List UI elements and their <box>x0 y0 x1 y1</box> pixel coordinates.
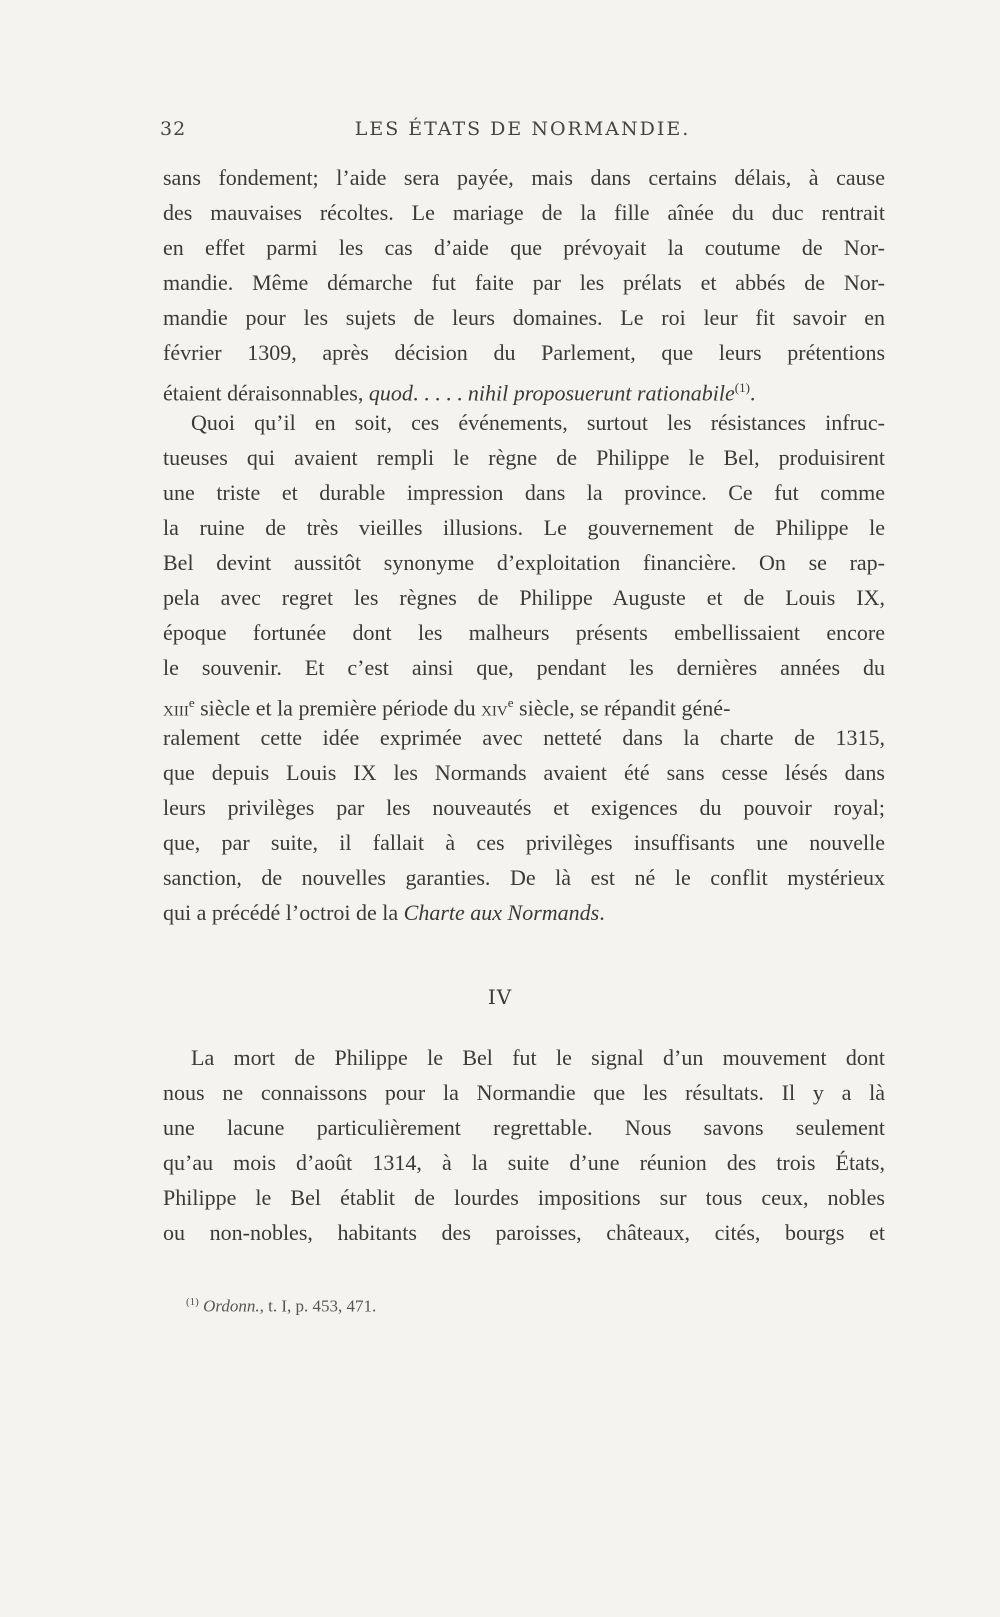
italic-span: Charte aux Normands <box>403 900 600 925</box>
text-line: Bel devint aussitôt synonyme d’exploitation financière. On se rap- <box>163 550 885 575</box>
footnote-mark: (1) <box>186 1296 199 1308</box>
text-span: . <box>749 380 756 405</box>
section-heading: IV <box>487 985 513 1009</box>
text-line: mandie pour les sujets de leurs domaines. Le roi leur fit savoir en <box>163 305 885 330</box>
superscript: e <box>507 695 514 710</box>
text-line: Quoi qu’il en soit, ces événements, surtout les résistances infruc- <box>191 410 885 435</box>
section-text <box>163 1040 885 1250</box>
superscript: e <box>188 695 195 710</box>
text-line: des mauvaises récoltes. Le mariage de la fille aînée du duc rentrait <box>163 200 885 225</box>
text-line: le souvenir. Et c’est ainsi que, pendant les dernières années du <box>163 655 885 680</box>
century-numeral: xiv <box>481 695 508 720</box>
text-line: Philippe le Bel établit de lourdes impositions sur tous ceux, nobles <box>163 1185 885 1210</box>
text-line <box>163 370 885 405</box>
text-line: février 1309, après décision du Parlement, que leurs prétentions <box>163 340 885 365</box>
footnote-source: Ordonn. <box>203 1296 260 1316</box>
text-line: sanction, de nouvelles garanties. De là est né le conflit mystérieux <box>163 865 885 890</box>
running-title: LES ÉTATS DE NORMANDIE. <box>354 118 691 140</box>
text-line: ou non-nobles, habitants des paroisses, châteaux, cités, bourgs et <box>163 1220 885 1245</box>
main-text <box>163 160 885 930</box>
italic-span: nihil proposuerunt rationabile <box>467 380 735 405</box>
text-line: nous ne connaissons pour la Normandie que les résultats. Il y a là <box>163 1080 885 1105</box>
text-line: sans fondement; l’aide sera payée, mais dans certains délais, à cause <box>163 165 885 190</box>
text-span: . <box>599 900 605 925</box>
ellipsis: . . . . . <box>412 380 468 405</box>
text-line: que depuis Louis IX les Normands avaient été sans cesse lésés dans <box>163 760 885 785</box>
century-numeral: xiii <box>163 695 189 720</box>
text-line: la ruine de très vieilles illusions. Le gouvernement de Philippe le <box>163 515 885 540</box>
page-header <box>160 114 885 148</box>
page-number: 32 <box>160 118 187 140</box>
italic-span: quod <box>368 380 413 405</box>
footnote-ref[interactable]: (1) <box>734 380 750 395</box>
text-line: La mort de Philippe le Bel fut le signal d’un mouvement dont <box>191 1045 885 1070</box>
text-line: tueuses qui avaient rempli le règne de Philippe le Bel, produisirent <box>163 445 885 470</box>
text-line: leurs privilèges par les nouveautés et exigences du pouvoir royal; <box>163 795 885 820</box>
text-line <box>163 895 885 930</box>
footnote-text: , t. I, p. 453, 471. <box>259 1296 377 1316</box>
text-line: pela avec regret les règnes de Philippe Auguste et de Louis IX, <box>163 585 885 610</box>
text-line: en effet parmi les cas d’aide que prévoyait la coutume de Nor- <box>163 235 885 260</box>
text-line: mandie. Même démarche fut faite par les prélats et abbés de Nor- <box>163 270 885 295</box>
text-line: une triste et durable impression dans la province. Ce fut comme <box>163 480 885 505</box>
text-line: ralement cette idée exprimée avec netteté dans la charte de 1315, <box>163 725 885 750</box>
footnote <box>186 1296 376 1317</box>
text-span: siècle et la première période du <box>194 695 482 720</box>
text-line: qu’au mois d’août 1314, à la suite d’une réunion des trois États, <box>163 1150 885 1175</box>
text-line: une lacune particulièrement regrettable. Nous savons seulement <box>163 1115 885 1140</box>
text-span: étaient déraisonnables, <box>163 380 369 405</box>
text-line: que, par suite, il fallait à ces privilèges insuffisants une nouvelle <box>163 830 885 855</box>
text-line: époque fortunée dont les malheurs présents embellissaient encore <box>163 620 885 645</box>
text-span: qui a précédé l’octroi de la <box>163 900 404 925</box>
text-span: siècle, se répandit géné- <box>513 695 731 720</box>
text-line <box>163 685 885 720</box>
